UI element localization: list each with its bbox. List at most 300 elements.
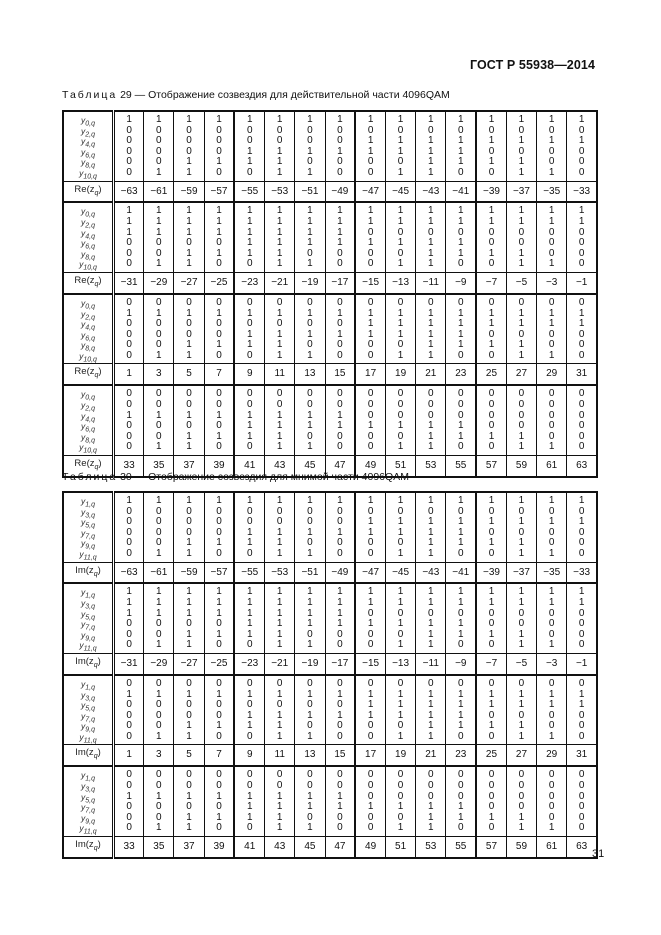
bit-value: 0 bbox=[156, 296, 162, 308]
bit-value: 1 bbox=[488, 537, 495, 549]
bit-value: 0 bbox=[457, 388, 464, 400]
bit-value: 0 bbox=[367, 779, 374, 791]
bit-value: 0 bbox=[307, 779, 313, 791]
bit-value: 0 bbox=[548, 145, 555, 157]
bit-column bbox=[204, 202, 234, 272]
bit-value: 0 bbox=[126, 398, 132, 410]
value-cell: −11 bbox=[416, 654, 446, 675]
bit-value: 0 bbox=[457, 505, 464, 517]
value-cell: −31 bbox=[114, 654, 144, 675]
bit-value: 0 bbox=[518, 420, 525, 432]
bit-value: 1 bbox=[276, 216, 283, 228]
value-cell: −25 bbox=[204, 273, 234, 294]
bit-value: 1 bbox=[428, 420, 434, 432]
bit-column bbox=[476, 294, 506, 364]
value-cell: −49 bbox=[325, 181, 355, 202]
bit-column bbox=[567, 583, 597, 653]
bit-value: 0 bbox=[518, 124, 525, 136]
bit-rows bbox=[63, 583, 597, 653]
bit-value: 1 bbox=[488, 586, 495, 598]
bit-value: 0 bbox=[367, 769, 374, 781]
bit-value: 1 bbox=[186, 114, 192, 125]
value-cell: 27 bbox=[506, 745, 536, 766]
bit-value: 0 bbox=[337, 537, 343, 549]
bit-value: 1 bbox=[186, 258, 192, 270]
bit-value: 1 bbox=[367, 307, 374, 319]
bit-value: 0 bbox=[518, 328, 525, 340]
bit-label: $y_{9,q}$ bbox=[81, 721, 95, 734]
bit-value: 1 bbox=[428, 639, 434, 651]
bit-value: 0 bbox=[126, 639, 132, 651]
bit-column bbox=[174, 766, 204, 836]
bit-value: 1 bbox=[186, 547, 192, 559]
value-cell: 23 bbox=[446, 364, 476, 385]
bit-value: 1 bbox=[578, 495, 585, 506]
bit-value: 1 bbox=[337, 495, 343, 506]
bit-value: 1 bbox=[397, 205, 404, 217]
value-cell: 21 bbox=[416, 745, 446, 766]
bit-value: 0 bbox=[156, 145, 162, 157]
page-number: 31 bbox=[592, 848, 605, 860]
bit-value: 1 bbox=[307, 822, 313, 834]
bit-value: 0 bbox=[307, 811, 313, 823]
bit-column bbox=[295, 385, 325, 455]
bit-value: 1 bbox=[276, 628, 283, 640]
bit-value: 0 bbox=[548, 237, 555, 249]
bit-label: $y_{4,q}$ bbox=[81, 227, 95, 241]
bit-value: 1 bbox=[548, 822, 555, 834]
bit-column bbox=[204, 492, 234, 562]
bit-value: 0 bbox=[518, 607, 525, 619]
value-cell: −53 bbox=[265, 562, 295, 583]
bit-value: 0 bbox=[216, 677, 222, 689]
bit-value: 0 bbox=[307, 124, 313, 136]
bit-column bbox=[416, 492, 446, 562]
bit-value: 0 bbox=[578, 339, 585, 351]
bit-label: $y_{5,q}$ bbox=[81, 791, 95, 805]
bit-value: 0 bbox=[337, 247, 343, 259]
bit-column bbox=[144, 202, 174, 272]
bit-value: 1 bbox=[548, 699, 555, 711]
bit-value: 0 bbox=[488, 166, 495, 178]
bit-value: 0 bbox=[367, 720, 374, 732]
bit-value: 1 bbox=[276, 349, 283, 361]
table-30-caption bbox=[62, 471, 409, 483]
bit-value: 0 bbox=[276, 516, 283, 528]
bit-value: 1 bbox=[397, 618, 404, 630]
bit-column bbox=[325, 385, 355, 455]
bit-value: 0 bbox=[518, 409, 525, 421]
bit-value: 0 bbox=[488, 822, 495, 834]
bit-labels bbox=[63, 294, 114, 364]
bit-value: 0 bbox=[518, 505, 525, 517]
bit-labels bbox=[63, 766, 114, 836]
bit-value: 0 bbox=[367, 156, 374, 168]
value-cell: 17 bbox=[355, 364, 385, 385]
bit-value: 1 bbox=[186, 156, 192, 168]
bit-column bbox=[567, 766, 597, 836]
bit-value: 0 bbox=[457, 441, 464, 453]
bit-value: 1 bbox=[276, 607, 283, 619]
bit-value: 1 bbox=[548, 258, 555, 270]
bit-value: 0 bbox=[488, 709, 495, 721]
bit-column bbox=[325, 675, 355, 745]
bit-value: 1 bbox=[126, 216, 132, 228]
bit-value: 1 bbox=[276, 720, 283, 732]
bit-value: 1 bbox=[307, 237, 313, 249]
bit-value: 1 bbox=[246, 430, 253, 442]
bit-column bbox=[537, 492, 567, 562]
bit-value: 1 bbox=[156, 607, 162, 619]
bit-column bbox=[295, 111, 325, 181]
bit-value: 1 bbox=[126, 597, 132, 609]
bit-value: 0 bbox=[457, 398, 464, 410]
bit-value: 0 bbox=[246, 505, 253, 517]
bit-value: 1 bbox=[126, 586, 132, 598]
bit-value: 1 bbox=[276, 156, 283, 168]
bit-value: 1 bbox=[367, 688, 374, 700]
bit-value: 1 bbox=[457, 597, 464, 609]
value-cell: −5 bbox=[506, 654, 536, 675]
bit-value: 0 bbox=[126, 135, 132, 147]
bit-value: 1 bbox=[428, 205, 434, 217]
bit-column bbox=[295, 675, 325, 745]
bit-value: 1 bbox=[156, 547, 162, 559]
bit-value: 0 bbox=[337, 258, 343, 270]
bit-label: $y_{6,q}$ bbox=[81, 146, 95, 160]
bit-value: 1 bbox=[397, 709, 404, 721]
bit-value: 1 bbox=[156, 216, 162, 228]
bit-value: 0 bbox=[488, 607, 495, 619]
bit-value: 1 bbox=[397, 597, 404, 609]
bit-value: 0 bbox=[216, 505, 222, 517]
bit-value: 0 bbox=[307, 135, 313, 147]
bit-column bbox=[476, 766, 506, 836]
bit-value: 1 bbox=[397, 801, 404, 813]
bit-value: 0 bbox=[156, 516, 162, 528]
value-cell: −5 bbox=[506, 273, 536, 294]
bit-value: 1 bbox=[548, 307, 555, 319]
bit-value: 0 bbox=[246, 441, 253, 453]
bit-value: 0 bbox=[518, 709, 525, 721]
bit-value: 1 bbox=[518, 114, 525, 125]
bit-value: 1 bbox=[578, 205, 585, 217]
bit-value: 1 bbox=[216, 537, 222, 549]
bit-value: 0 bbox=[126, 537, 132, 549]
value-cell: 35 bbox=[144, 836, 174, 857]
bit-value: 0 bbox=[156, 779, 162, 791]
bit-value: 0 bbox=[578, 537, 585, 549]
bit-value: 1 bbox=[457, 328, 464, 340]
bit-value: 1 bbox=[488, 516, 495, 528]
bit-value: 0 bbox=[156, 537, 162, 549]
bit-column bbox=[295, 492, 325, 562]
bit-value: 0 bbox=[488, 441, 495, 453]
bit-label: $y_{10,q}$ bbox=[79, 259, 97, 273]
bit-column bbox=[506, 385, 536, 455]
bit-label: $y_{10,q}$ bbox=[79, 442, 97, 456]
bit-value: 0 bbox=[457, 769, 464, 781]
value-label: $Im(z_q)$ bbox=[63, 836, 114, 857]
value-cell: −55 bbox=[234, 181, 264, 202]
bit-value: 0 bbox=[367, 349, 374, 361]
bit-value: 1 bbox=[186, 339, 192, 351]
bit-value: 0 bbox=[428, 677, 434, 689]
bit-value: 0 bbox=[428, 790, 434, 802]
bit-value: 1 bbox=[488, 495, 495, 506]
bit-value: 0 bbox=[488, 618, 495, 630]
bit-value: 0 bbox=[578, 328, 585, 340]
value-cell: 13 bbox=[295, 364, 325, 385]
bit-value: 0 bbox=[126, 516, 132, 528]
bit-value: 0 bbox=[156, 339, 162, 351]
bit-value: 1 bbox=[246, 328, 253, 340]
bit-value: 0 bbox=[518, 388, 525, 400]
bit-value: 0 bbox=[246, 296, 253, 308]
bit-value: 1 bbox=[216, 586, 222, 598]
bit-value: 1 bbox=[457, 699, 464, 711]
bit-value: 0 bbox=[126, 618, 132, 630]
bit-rows bbox=[63, 294, 597, 364]
bit-column bbox=[204, 583, 234, 653]
bit-value: 1 bbox=[126, 114, 132, 125]
value-cell: −39 bbox=[476, 181, 506, 202]
bit-value: 0 bbox=[246, 166, 253, 178]
bit-value: 0 bbox=[156, 318, 162, 330]
bit-value: 0 bbox=[428, 779, 434, 791]
bit-labels bbox=[63, 675, 114, 745]
value-cell: −41 bbox=[446, 562, 476, 583]
bit-value: 1 bbox=[367, 237, 374, 249]
bit-value: 1 bbox=[397, 822, 404, 834]
value-cell: 47 bbox=[325, 455, 355, 476]
bit-value: 1 bbox=[397, 258, 404, 270]
bit-value: 0 bbox=[548, 247, 555, 259]
bit-column bbox=[446, 111, 476, 181]
bit-labels bbox=[63, 492, 114, 562]
bit-value: 0 bbox=[307, 156, 313, 168]
bit-value: 0 bbox=[578, 811, 585, 823]
bit-value: 1 bbox=[337, 409, 343, 421]
bit-value: 1 bbox=[457, 247, 464, 259]
bit-label: $y_{11,q}$ bbox=[79, 731, 97, 745]
bit-value: 1 bbox=[186, 205, 192, 217]
caption-text: 29 — Отображение созвездия для действительной части 4096QAM bbox=[117, 89, 450, 101]
value-cell: −29 bbox=[144, 654, 174, 675]
bit-value: 0 bbox=[488, 526, 495, 538]
bit-value: 1 bbox=[307, 526, 313, 538]
value-label: $Im(z_q)$ bbox=[63, 654, 114, 675]
bit-value: 0 bbox=[276, 318, 283, 330]
bit-value: 0 bbox=[126, 156, 132, 168]
value-cell: 21 bbox=[416, 364, 446, 385]
bit-value: 0 bbox=[276, 135, 283, 147]
bit-value: 1 bbox=[276, 801, 283, 813]
value-row bbox=[63, 181, 597, 202]
bit-value: 1 bbox=[276, 547, 283, 559]
bit-value: 1 bbox=[518, 135, 525, 147]
bit-label: $y_{1,q}$ bbox=[81, 496, 95, 509]
bit-value: 1 bbox=[307, 441, 313, 453]
bit-value: 1 bbox=[457, 526, 464, 538]
value-cell: 19 bbox=[385, 745, 415, 766]
bit-value: 0 bbox=[126, 779, 132, 791]
bit-value: 0 bbox=[246, 730, 253, 742]
bit-value: 1 bbox=[186, 226, 192, 238]
bit-value: 0 bbox=[548, 779, 555, 791]
bit-value: 1 bbox=[397, 420, 404, 432]
bit-value: 0 bbox=[276, 779, 283, 791]
bit-label: $y_{6,q}$ bbox=[81, 329, 95, 343]
bit-value: 0 bbox=[457, 258, 464, 270]
bit-label: $y_{3,q}$ bbox=[81, 598, 95, 611]
bit-column bbox=[234, 111, 264, 181]
bit-value: 1 bbox=[457, 586, 464, 598]
bit-value: 1 bbox=[457, 537, 464, 549]
bit-label: $y_{6,q}$ bbox=[81, 421, 95, 434]
table-30-constellation-imag bbox=[62, 491, 598, 859]
bit-column bbox=[234, 675, 264, 745]
bit-value: 1 bbox=[307, 790, 313, 802]
bit-value: 0 bbox=[126, 677, 132, 689]
bit-value: 1 bbox=[428, 441, 434, 453]
bit-value: 1 bbox=[276, 237, 283, 249]
bit-column bbox=[325, 111, 355, 181]
value-cell: −37 bbox=[506, 562, 536, 583]
bit-value: 1 bbox=[428, 709, 434, 721]
bit-value: 0 bbox=[156, 505, 162, 517]
value-cell: 25 bbox=[476, 745, 506, 766]
bit-value: 0 bbox=[367, 730, 374, 742]
bit-value: 0 bbox=[488, 388, 495, 400]
bit-value: 0 bbox=[397, 430, 404, 442]
bit-value: 0 bbox=[126, 505, 132, 517]
bit-value: 1 bbox=[488, 135, 495, 147]
bit-value: 1 bbox=[276, 328, 283, 340]
bit-value: 1 bbox=[216, 409, 222, 421]
bit-value: 0 bbox=[488, 677, 495, 689]
bit-value: 1 bbox=[246, 247, 253, 259]
bit-column bbox=[506, 766, 536, 836]
bit-value: 1 bbox=[246, 790, 253, 802]
bit-value: 0 bbox=[337, 388, 343, 400]
bit-value: 1 bbox=[246, 537, 253, 549]
bit-label: $y_{11,q}$ bbox=[79, 823, 97, 837]
bit-value: 0 bbox=[578, 779, 585, 791]
bit-value: 0 bbox=[186, 145, 192, 157]
bit-column bbox=[114, 583, 144, 653]
bit-value: 1 bbox=[397, 639, 404, 651]
value-label: $Re(z_q)$ bbox=[63, 273, 114, 294]
value-cell: 1 bbox=[114, 745, 144, 766]
bit-value: 1 bbox=[488, 216, 495, 228]
value-row bbox=[63, 273, 597, 294]
bit-value: 1 bbox=[428, 318, 434, 330]
bit-value: 1 bbox=[337, 790, 343, 802]
bit-value: 0 bbox=[518, 801, 525, 813]
bit-value: 1 bbox=[397, 145, 404, 157]
bit-value: 1 bbox=[276, 166, 283, 178]
bit-value: 1 bbox=[488, 318, 495, 330]
bit-value: 1 bbox=[307, 216, 313, 228]
bit-value: 1 bbox=[307, 409, 313, 421]
bit-column bbox=[567, 385, 597, 455]
bit-value: 1 bbox=[246, 226, 253, 238]
value-cell: −59 bbox=[174, 562, 204, 583]
bit-value: 1 bbox=[488, 247, 495, 259]
bit-value: 0 bbox=[156, 811, 162, 823]
bit-column bbox=[476, 202, 506, 272]
bit-value: 1 bbox=[457, 811, 464, 823]
value-cell: −17 bbox=[325, 654, 355, 675]
bit-column bbox=[114, 675, 144, 745]
bit-value: 0 bbox=[337, 339, 343, 351]
bit-value: 0 bbox=[548, 339, 555, 351]
bit-label: $y_{1,q}$ bbox=[81, 770, 95, 784]
bit-value: 1 bbox=[276, 597, 283, 609]
bit-column bbox=[265, 766, 295, 836]
bit-value: 0 bbox=[367, 339, 374, 351]
bit-value: 0 bbox=[397, 790, 404, 802]
bit-value: 1 bbox=[307, 688, 313, 700]
bit-value: 0 bbox=[578, 709, 585, 721]
value-cell: 7 bbox=[204, 745, 234, 766]
bit-label: $y_{8,q}$ bbox=[81, 248, 95, 262]
bit-column bbox=[204, 766, 234, 836]
bit-value: 0 bbox=[156, 398, 162, 410]
bit-value: 0 bbox=[307, 769, 313, 781]
bit-value: 0 bbox=[126, 526, 132, 538]
bit-value: 0 bbox=[488, 349, 495, 361]
value-cell: 27 bbox=[506, 364, 536, 385]
value-cell: 13 bbox=[295, 745, 325, 766]
bit-value: 1 bbox=[367, 586, 374, 598]
bit-value: 0 bbox=[216, 398, 222, 410]
bit-column bbox=[265, 583, 295, 653]
bit-value: 0 bbox=[578, 441, 585, 453]
bit-value: 0 bbox=[126, 801, 132, 813]
value-cell: −23 bbox=[234, 273, 264, 294]
bit-value: 1 bbox=[367, 114, 374, 125]
bit-value: 0 bbox=[337, 639, 343, 651]
bit-column bbox=[476, 492, 506, 562]
bit-value: 0 bbox=[518, 790, 525, 802]
bit-value: 1 bbox=[186, 349, 192, 361]
value-cell: −3 bbox=[537, 654, 567, 675]
bit-value: 1 bbox=[518, 537, 525, 549]
bit-value: 1 bbox=[457, 618, 464, 630]
bit-label: $y_{0,q}$ bbox=[81, 297, 95, 311]
value-cell: 9 bbox=[234, 745, 264, 766]
bit-value: 0 bbox=[126, 699, 132, 711]
bit-value: 0 bbox=[246, 124, 253, 136]
bit-value: 1 bbox=[126, 205, 132, 217]
bit-value: 1 bbox=[488, 114, 495, 125]
bit-value: 1 bbox=[307, 145, 313, 157]
bit-value: 0 bbox=[397, 124, 404, 136]
bit-labels bbox=[63, 111, 114, 181]
bit-column bbox=[174, 202, 204, 272]
bit-value: 0 bbox=[548, 226, 555, 238]
bit-value: 0 bbox=[186, 388, 192, 400]
value-cell: 37 bbox=[174, 836, 204, 857]
bit-value: 1 bbox=[307, 607, 313, 619]
table-29-constellation-real bbox=[62, 110, 598, 478]
bit-value: 1 bbox=[397, 135, 404, 147]
bit-value: 1 bbox=[578, 318, 585, 330]
value-cell: 37 bbox=[174, 455, 204, 476]
value-cell: 33 bbox=[114, 455, 144, 476]
